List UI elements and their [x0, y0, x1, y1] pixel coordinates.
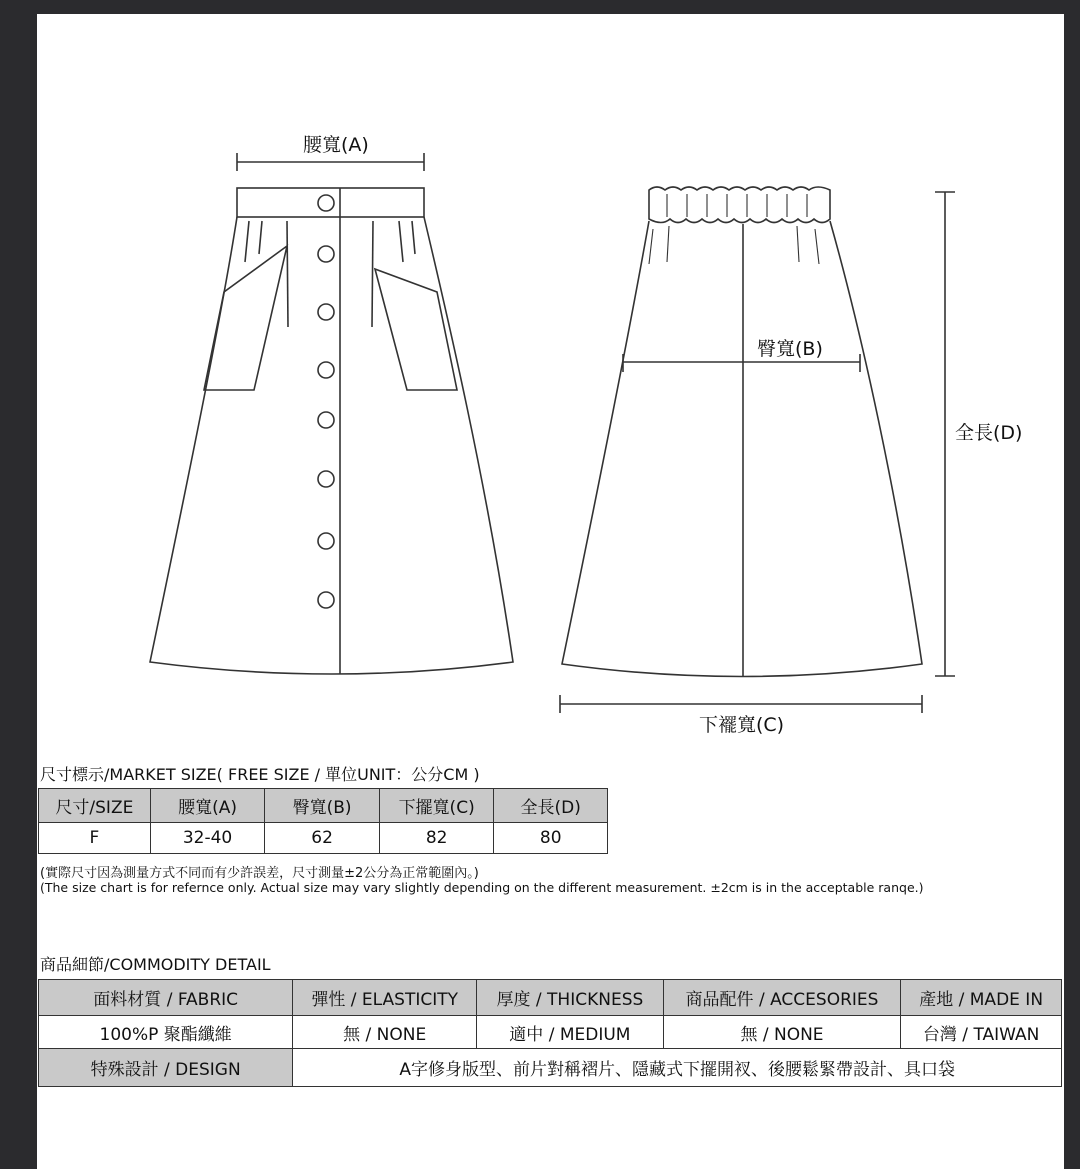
- back-view: [560, 187, 955, 713]
- size-note-en: (The size chart is for refernce only. Actual size may vary slightly depending on the different measurement. ±2cm is in the acceptable ranqe.): [40, 880, 924, 895]
- size-value-cell: 80: [494, 823, 608, 854]
- front-buttons: [318, 195, 334, 608]
- detail-section-title: 商品細節/COMMODITY DETAIL: [40, 955, 271, 974]
- size-section-title: 尺寸標示/MARKET SIZE( FREE SIZE / 單位UNIT：公分CM ): [40, 765, 480, 784]
- detail-value-cell: 100%P 聚酯纖維: [39, 1016, 293, 1049]
- detail-header-cell: 厚度 / THICKNESS: [477, 980, 664, 1016]
- size-note-zh: (實際尺寸因為測量方式不同而有少許誤差，尺寸測量±2公分為正常範圍內。): [40, 866, 479, 881]
- front-view: [150, 153, 513, 674]
- detail-table-row: [39, 1016, 1062, 1049]
- size-value-cell: F: [39, 823, 151, 854]
- size-table-header-row: [39, 789, 608, 823]
- hip-label: 臀寬(B): [757, 338, 823, 360]
- design-label-cell: 特殊設計 / DESIGN: [39, 1049, 293, 1087]
- length-measure-line: [935, 192, 955, 676]
- waist-label: 腰寬(A): [303, 134, 369, 156]
- detail-design-row: [39, 1049, 1062, 1087]
- size-header-cell: 腰寬(A): [150, 789, 265, 823]
- size-header-cell: 下擺寬(C): [379, 789, 494, 823]
- detail-value-cell: 無 / NONE: [293, 1016, 477, 1049]
- detail-header-cell: 彈性 / ELASTICITY: [293, 980, 477, 1016]
- detail-table-header-row: [39, 980, 1062, 1016]
- detail-header-cell: 面料材質 / FABRIC: [39, 980, 293, 1016]
- hip-measure-line: [623, 354, 860, 372]
- size-header-cell: 全長(D): [494, 789, 608, 823]
- front-waistband: [237, 188, 424, 217]
- size-header-cell: 尺寸/SIZE: [39, 789, 151, 823]
- skirt-technical-drawing: [37, 14, 1064, 754]
- design-value-cell: A字修身版型、前片對稱褶片、隱藏式下擺開衩、後腰鬆緊帶設計、具口袋: [293, 1049, 1062, 1087]
- size-value-cell: 32-40: [150, 823, 265, 854]
- size-table: [38, 788, 608, 854]
- size-value-cell: 62: [265, 823, 380, 854]
- back-skirt-outline: [562, 221, 922, 677]
- front-left-pocket: [204, 246, 287, 390]
- size-header-cell: 臀寬(B): [265, 789, 380, 823]
- size-chart-sheet: [37, 14, 1064, 1169]
- size-table-row: [39, 823, 608, 854]
- length-label: 全長(D): [955, 422, 1023, 444]
- detail-value-cell: 無 / NONE: [663, 1016, 901, 1049]
- front-right-pocket: [375, 269, 457, 390]
- back-elastic-waistband: [649, 187, 830, 223]
- detail-header-cell: 商品配件 / ACCESORIES: [663, 980, 901, 1016]
- size-value-cell: 82: [379, 823, 494, 854]
- detail-header-cell: 產地 / MADE IN: [901, 980, 1062, 1016]
- hem-label: 下襬寬(C): [699, 714, 785, 736]
- detail-value-cell: 適中 / MEDIUM: [477, 1016, 664, 1049]
- detail-value-cell: 台灣 / TAIWAN: [901, 1016, 1062, 1049]
- detail-table: [38, 979, 1062, 1087]
